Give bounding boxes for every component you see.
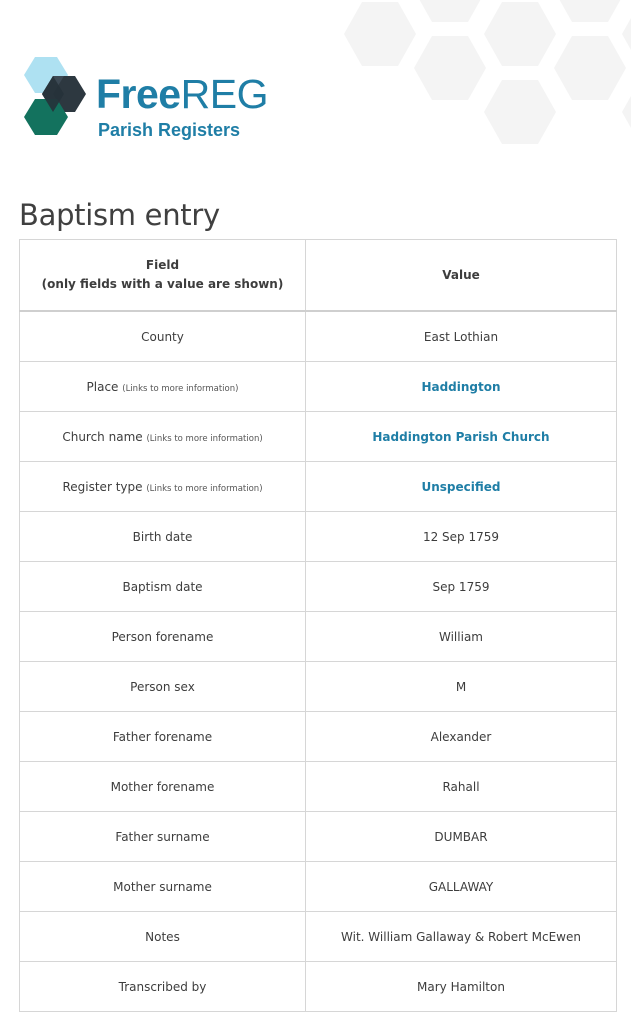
brand-name bbox=[96, 72, 268, 116]
field-header-label: Field bbox=[145, 258, 180, 272]
value-cell bbox=[306, 662, 617, 712]
field-value: Rahall bbox=[442, 779, 480, 794]
table-row bbox=[20, 662, 617, 712]
field-label: Person sex bbox=[130, 679, 195, 694]
field-cell bbox=[20, 762, 306, 812]
value-column-header: Value bbox=[306, 240, 617, 312]
table-row bbox=[20, 912, 617, 962]
field-cell bbox=[20, 612, 306, 662]
value-link[interactable]: Haddington bbox=[421, 379, 501, 394]
value-cell bbox=[306, 862, 617, 912]
field-label: Mother surname bbox=[113, 879, 212, 894]
field-label: Register type bbox=[62, 479, 143, 494]
table-row bbox=[20, 812, 617, 862]
field-label: Baptism date bbox=[122, 579, 203, 594]
baptism-entry-table bbox=[19, 239, 617, 1012]
freereg-logo[interactable] bbox=[22, 52, 282, 144]
brand-name-regular: REG bbox=[180, 71, 268, 117]
value-cell bbox=[306, 311, 617, 362]
table-row bbox=[20, 412, 617, 462]
field-cell bbox=[20, 662, 306, 712]
value-cell bbox=[306, 462, 617, 512]
field-value: Wit. William Gallaway & Robert McEwen bbox=[341, 929, 581, 944]
field-cell bbox=[20, 512, 306, 562]
table-row bbox=[20, 712, 617, 762]
field-value: DUMBAR bbox=[434, 829, 488, 844]
field-cell bbox=[20, 562, 306, 612]
table-row bbox=[20, 362, 617, 412]
field-column-header bbox=[20, 240, 306, 312]
page-title: Baptism entry bbox=[19, 198, 220, 232]
field-cell bbox=[20, 311, 306, 362]
value-cell bbox=[306, 412, 617, 462]
field-value: East Lothian bbox=[423, 329, 499, 344]
field-header-hint: (only fields with a value are shown) bbox=[41, 277, 284, 291]
table-row bbox=[20, 762, 617, 812]
value-cell bbox=[306, 762, 617, 812]
hexagon-logo-icon bbox=[22, 54, 88, 140]
field-cell bbox=[20, 462, 306, 512]
field-value: William bbox=[439, 629, 483, 644]
value-cell bbox=[306, 962, 617, 1012]
field-label: Transcribed by bbox=[118, 979, 207, 994]
value-cell bbox=[306, 562, 617, 612]
field-label: Notes bbox=[145, 929, 180, 944]
value-cell bbox=[306, 362, 617, 412]
value-cell bbox=[306, 912, 617, 962]
field-label: Place bbox=[86, 379, 119, 394]
field-note: (Links to more information) bbox=[122, 383, 239, 394]
table-row bbox=[20, 962, 617, 1012]
field-value: Sep 1759 bbox=[432, 579, 490, 594]
value-cell bbox=[306, 512, 617, 562]
value-cell bbox=[306, 712, 617, 762]
table-row bbox=[20, 462, 617, 512]
table-row bbox=[20, 512, 617, 562]
brand-name-bold: Free bbox=[96, 71, 181, 117]
table-row bbox=[20, 612, 617, 662]
field-cell bbox=[20, 362, 306, 412]
field-label: Birth date bbox=[132, 529, 193, 544]
field-value: Alexander bbox=[430, 729, 492, 744]
field-cell bbox=[20, 812, 306, 862]
field-label: County bbox=[141, 329, 184, 344]
table-row bbox=[20, 862, 617, 912]
field-value: M bbox=[455, 679, 467, 694]
field-cell bbox=[20, 962, 306, 1012]
field-label: Mother forename bbox=[110, 779, 215, 794]
field-cell bbox=[20, 912, 306, 962]
table-header-row bbox=[20, 240, 617, 312]
brand-tagline: Parish Registers bbox=[98, 120, 241, 140]
value-cell bbox=[306, 812, 617, 862]
table-row bbox=[20, 562, 617, 612]
field-label: Father forename bbox=[112, 729, 213, 744]
field-value: 12 Sep 1759 bbox=[422, 529, 500, 544]
value-cell bbox=[306, 612, 617, 662]
field-label: Father surname bbox=[115, 829, 210, 844]
field-note: (Links to more information) bbox=[146, 483, 263, 494]
field-label: Church name bbox=[62, 429, 143, 444]
field-cell bbox=[20, 862, 306, 912]
table-row bbox=[20, 311, 617, 362]
field-cell bbox=[20, 712, 306, 762]
field-value: GALLAWAY bbox=[428, 879, 494, 894]
field-label: Person forename bbox=[111, 629, 214, 644]
value-link[interactable]: Unspecified bbox=[421, 479, 501, 494]
field-cell bbox=[20, 412, 306, 462]
field-value: Mary Hamilton bbox=[417, 979, 505, 994]
field-note: (Links to more information) bbox=[146, 433, 263, 444]
value-link[interactable]: Haddington Parish Church bbox=[372, 429, 550, 444]
